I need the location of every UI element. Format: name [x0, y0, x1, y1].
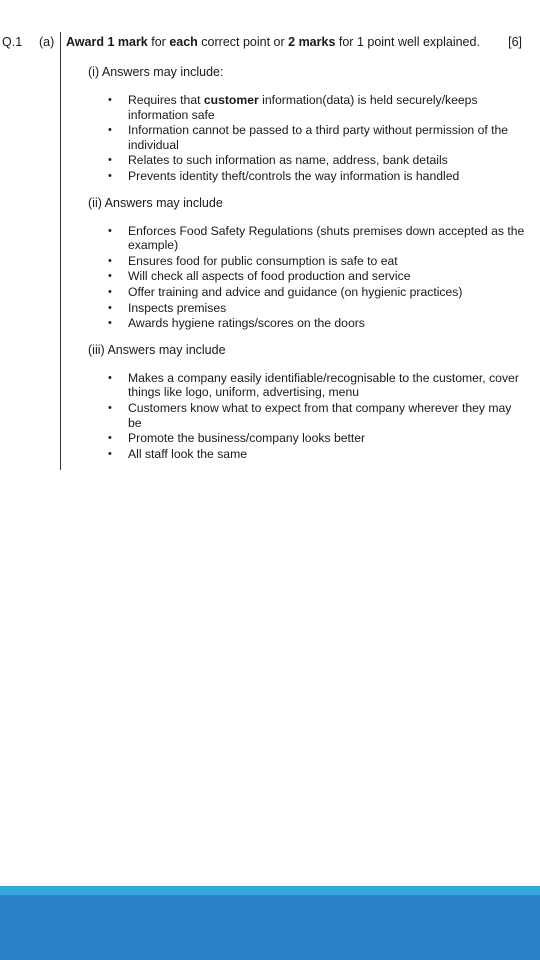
answer-points-list [66, 93, 526, 184]
bullet-icon: • [108, 154, 112, 167]
question-part: (a) [39, 35, 55, 49]
answer-point-text: Information cannot be passed to a third party without permission of the individual [128, 123, 509, 152]
answer-point-text: Relates to such information as name, address, bank details [128, 153, 448, 168]
bullet-icon: • [108, 401, 112, 414]
answer-point-text: Customers know what to expect from that company wherever they may be [128, 400, 512, 430]
answer-point-text: information(data) is held securely/keeps information safe [128, 93, 478, 122]
answer-point-text: Requires that [128, 93, 204, 107]
bullet-icon: • [108, 317, 112, 330]
answer-point-text: Inspects premises [128, 300, 227, 315]
bullet-icon: • [108, 270, 112, 283]
answer-point [66, 285, 526, 300]
answer-point-text: Prevents identity theft/controls the way information is handled [128, 168, 460, 183]
answer-point-text: Offer training and advice and guidance (on hygienic practices) [128, 284, 463, 299]
answer-point-text: Will check all aspects of food production and service [128, 269, 411, 284]
total-marks: [6] [508, 35, 522, 49]
mark-instructions-text [66, 35, 480, 49]
bullet-icon: • [108, 301, 112, 314]
answer-point-text: Enforces Food Safety Regulations (shuts premises down accepted as the example) [128, 223, 525, 253]
mark-instructions-fragment: each [169, 35, 198, 49]
answer-sections [66, 65, 526, 461]
section-heading: (ii) Answers may include [88, 195, 223, 210]
answer-point [66, 401, 526, 430]
answer-point [66, 93, 526, 122]
answer-point-text: Ensures food for public consumption is safe to eat [128, 253, 398, 268]
answer-points-list [66, 371, 526, 462]
answer-section [66, 196, 526, 331]
answer-point [66, 254, 526, 269]
mark-instructions-fragment: Award [66, 35, 108, 49]
answer-point [66, 431, 526, 446]
footer-band-dark [0, 895, 540, 960]
bullet-icon: • [108, 224, 112, 237]
bullet-icon: • [108, 169, 112, 182]
answer-section [66, 65, 526, 184]
mark-scheme-content [66, 35, 526, 462]
answer-point-text: customer [203, 93, 259, 107]
mark-instructions-fragment: correct point or [197, 35, 289, 49]
bullet-icon: • [108, 94, 112, 106]
mark-instructions-fragment: 1 mark [107, 35, 148, 49]
bullet-icon: • [108, 447, 112, 460]
answer-point [66, 447, 526, 462]
mark-instructions-fragment: 2 marks [288, 35, 336, 49]
answer-point [66, 316, 526, 331]
mark-instructions [66, 35, 526, 55]
answer-point-text: Promote the business/company looks better [128, 431, 366, 446]
answer-point [66, 224, 526, 253]
mark-instructions-fragment: for 1 point well explained. [335, 35, 480, 49]
answer-point-text: Awards hygiene ratings/scores on the doors [128, 316, 365, 331]
section-heading: (i) Answers may include: [88, 65, 224, 79]
bullet-icon: • [108, 254, 112, 267]
bullet-icon: • [108, 432, 112, 445]
answer-section [66, 343, 526, 462]
bullet-icon: • [108, 285, 112, 298]
answer-points-list [66, 224, 526, 331]
question-number: Q.1 [2, 35, 23, 49]
answer-point [66, 301, 526, 316]
footer-band-light [0, 886, 540, 895]
answer-point [66, 371, 526, 400]
answer-point-text: Makes a company easily identifiable/recognisable to the customer, cover things like logo, uniform, advertising, menu [128, 370, 519, 400]
bullet-icon: • [108, 124, 112, 137]
answer-point-text: All staff look the same [128, 446, 248, 461]
answer-point [66, 153, 526, 168]
answer-point [66, 169, 526, 184]
answer-point [66, 123, 526, 152]
margin-rule [60, 32, 61, 470]
mark-instructions-fragment: for [147, 35, 170, 49]
section-heading: (iii) Answers may include [88, 342, 226, 357]
answer-point [66, 269, 526, 284]
bullet-icon: • [108, 371, 112, 384]
